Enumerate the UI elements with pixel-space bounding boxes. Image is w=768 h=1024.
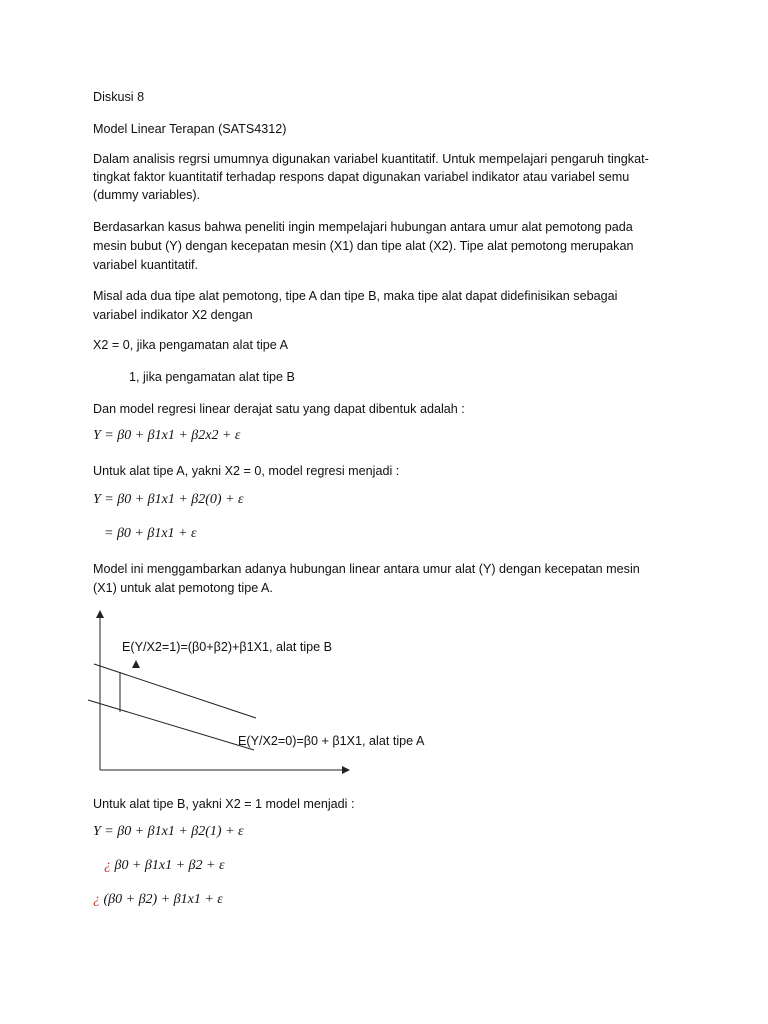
equation-type-a-1 <box>93 492 244 508</box>
paragraph-1-line-3: (dummy variables). <box>93 188 201 202</box>
paragraph-3-line-2: variabel indikator X2 dengan <box>93 308 253 322</box>
annotation-type-b: E(Y/X2=1)=(β0+β2)+β1X1, alat tipe B <box>122 640 333 654</box>
annotation-type-a: E(Y/X2=0)=β0 + β1X1, alat tipe A <box>238 734 425 748</box>
paragraph-2-line-2: mesin bubut (Y) dengan kecepatan mesin (X1) dan tipe alat (X2). Tipe alat pemotong merupakan <box>93 239 634 253</box>
model-intro: Dan model regresi linear derajat satu yang dapat dibentuk adalah : <box>93 402 465 416</box>
paragraph-1-line-2: tingkat faktor kuantitatif terhadap respons dapat digunakan variabel indikator atau variabel semu <box>93 170 630 184</box>
equation-type-b-3 <box>93 892 223 908</box>
equation-type-b-2-text: ¿ β0 + β1x1 + β2 + ε <box>104 858 225 873</box>
equation-type-a-1-text: Y = β0 + β1x1 + β2(0) + ε <box>93 492 244 507</box>
course-title: Model Linear Terapan (SATS4312) <box>93 122 287 136</box>
equation-general-text: Y = β0 + β1x1 + β2x2 + ε <box>93 428 241 443</box>
equation-type-a-2 <box>104 526 197 542</box>
error-glyph: ¿ <box>93 892 100 907</box>
diagram-svg <box>80 606 460 788</box>
regression-lines-diagram <box>80 606 460 788</box>
doc-title: Diskusi 8 <box>93 90 145 104</box>
paragraph-3-line-1: Misal ada dua tipe alat pemotong, tipe A dan tipe B, maka tipe alat dapat didefinisikan sebagai <box>93 289 618 303</box>
type-b-intro: Untuk alat tipe B, yakni X2 = 1 model menjadi : <box>93 797 355 811</box>
equation-type-b-1 <box>93 824 244 840</box>
paragraph-2-line-1: Berdasarkan kasus bahwa peneliti ingin mempelajari hubungan antara umur alat pemotong pada <box>93 220 633 234</box>
equation-type-b-3-text: ¿ (β0 + β2) + β1x1 + ε <box>93 892 223 907</box>
type-a-intro: Untuk alat tipe A, yakni X2 = 0, model regresi menjadi : <box>93 464 400 478</box>
paragraph-4-line-1: Model ini menggambarkan adanya hubungan linear antara umur alat (Y) dengan kecepatan mesin <box>93 562 640 576</box>
x2-definition-0: X2 = 0, jika pengamatan alat tipe A <box>93 338 288 352</box>
error-glyph: ¿ <box>104 858 111 873</box>
pointer-arrow <box>132 660 140 668</box>
paragraph-4-line-2: (X1) untuk alat pemotong tipe A. <box>93 581 273 595</box>
paragraph-2-line-3: variabel kuantitatif. <box>93 258 199 272</box>
equation-type-a-2-text: = β0 + β1x1 + ε <box>104 526 197 541</box>
equation-general <box>93 428 240 444</box>
paragraph-1-line-1: Dalam analisis regrsi umumnya digunakan variabel kuantitatif. Untuk mempelajari pengaruh tingkat- <box>93 152 649 166</box>
line-type-a <box>88 700 254 750</box>
equation-type-b-1-text: Y = β0 + β1x1 + β2(1) + ε <box>93 824 244 839</box>
x2-definition-1: 1, jika pengamatan alat tipe B <box>129 370 295 384</box>
equation-type-b-2 <box>104 858 225 874</box>
line-type-b <box>94 664 256 718</box>
